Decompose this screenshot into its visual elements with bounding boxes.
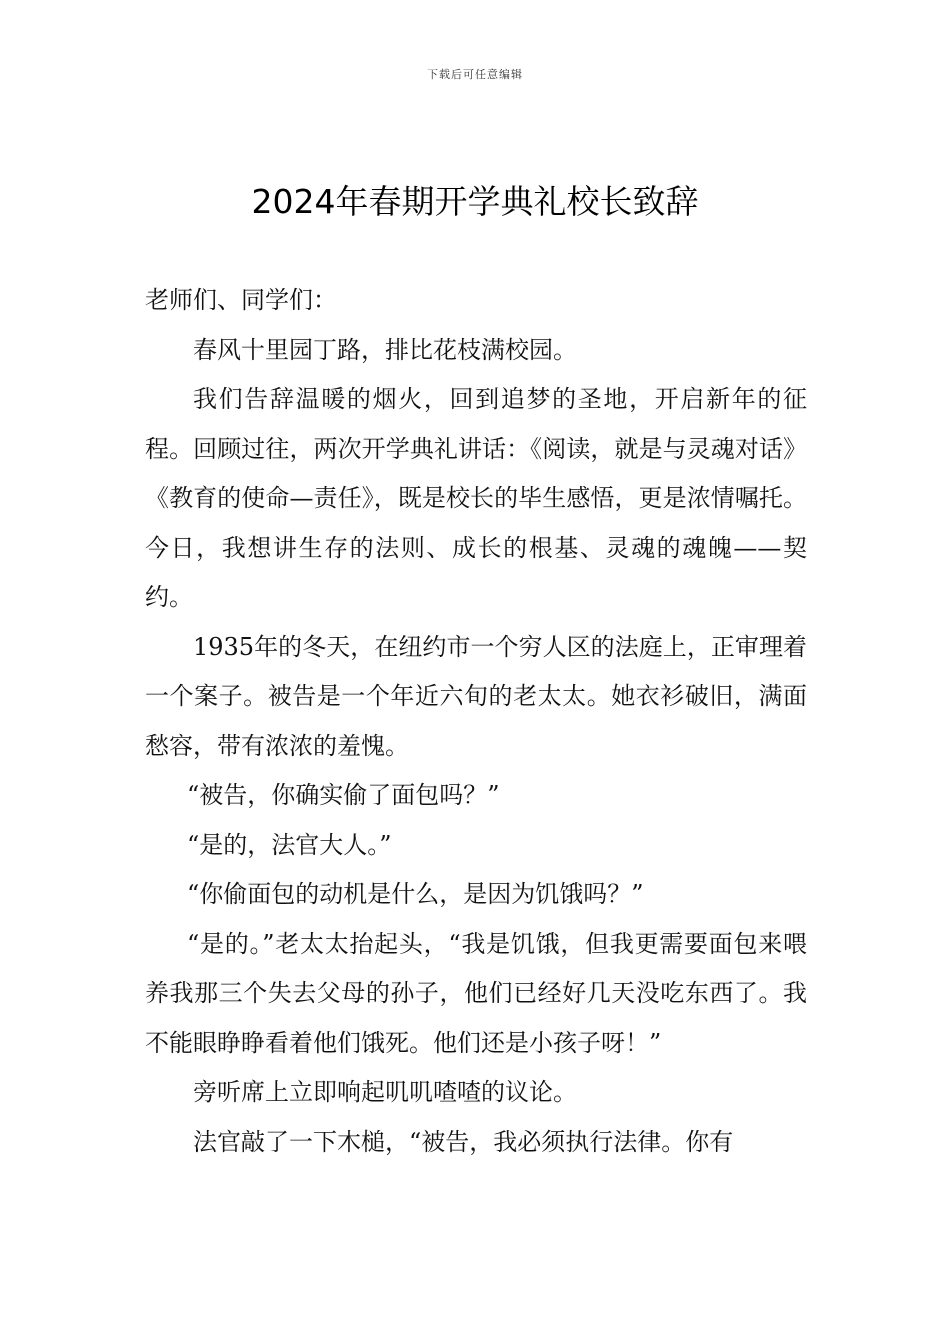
paragraph-judge-statement: 法官敲了一下木槌，“被告，我必须执行法律。你有	[193, 1127, 734, 1156]
document-body	[145, 276, 807, 1167]
salutation: 老师们、同学们：	[145, 286, 337, 314]
dialogue-line: “你偷面包的动机是什么，是因为饥饿吗？”	[187, 880, 644, 908]
paragraph-introduction: 我们告辞温暖的烟火，回到追梦的圣地，开启新年的征程。回顾过往，两次开学典礼讲话：《阅读，就是与灵魂对话》《教育的使命—责任》，既是校长的毕生感悟，更是浓情嘱托。今日，我想讲生存的法则、成长的根基、灵魂的魂魄——契约。	[145, 385, 807, 611]
paragraph-story-setting: 1935年的冬天，在纽约市一个穷人区的法庭上，正审理着一个案子。被告是一个年近六旬的老太太。她衣衫破旧，满面愁容，带有浓浓的羞愧。	[145, 632, 807, 760]
document-title: 2024年春期开学典礼校长致辞	[251, 182, 699, 221]
dialogue-line: “被告，你确实偷了面包吗？”	[187, 781, 500, 809]
paragraph-gallery-reaction: 旁听席上立即响起叽叽喳喳的议论。	[193, 1078, 577, 1106]
dialogue-line: “是的。”老太太抬起头，“我是饥饿，但我更需要面包来喂养我那三个失去父母的孙子，他们已经好几天没吃东西了。我不能眼睁睁看着他们饿死。他们还是小孩子呀！”	[145, 929, 807, 1057]
dialogue-line: “是的，法官大人。”	[187, 830, 392, 859]
paragraph-opening-verse: 春风十里园丁路，排比花枝满校园。	[193, 335, 577, 364]
header-note: 下载后可任意编辑	[427, 68, 523, 81]
